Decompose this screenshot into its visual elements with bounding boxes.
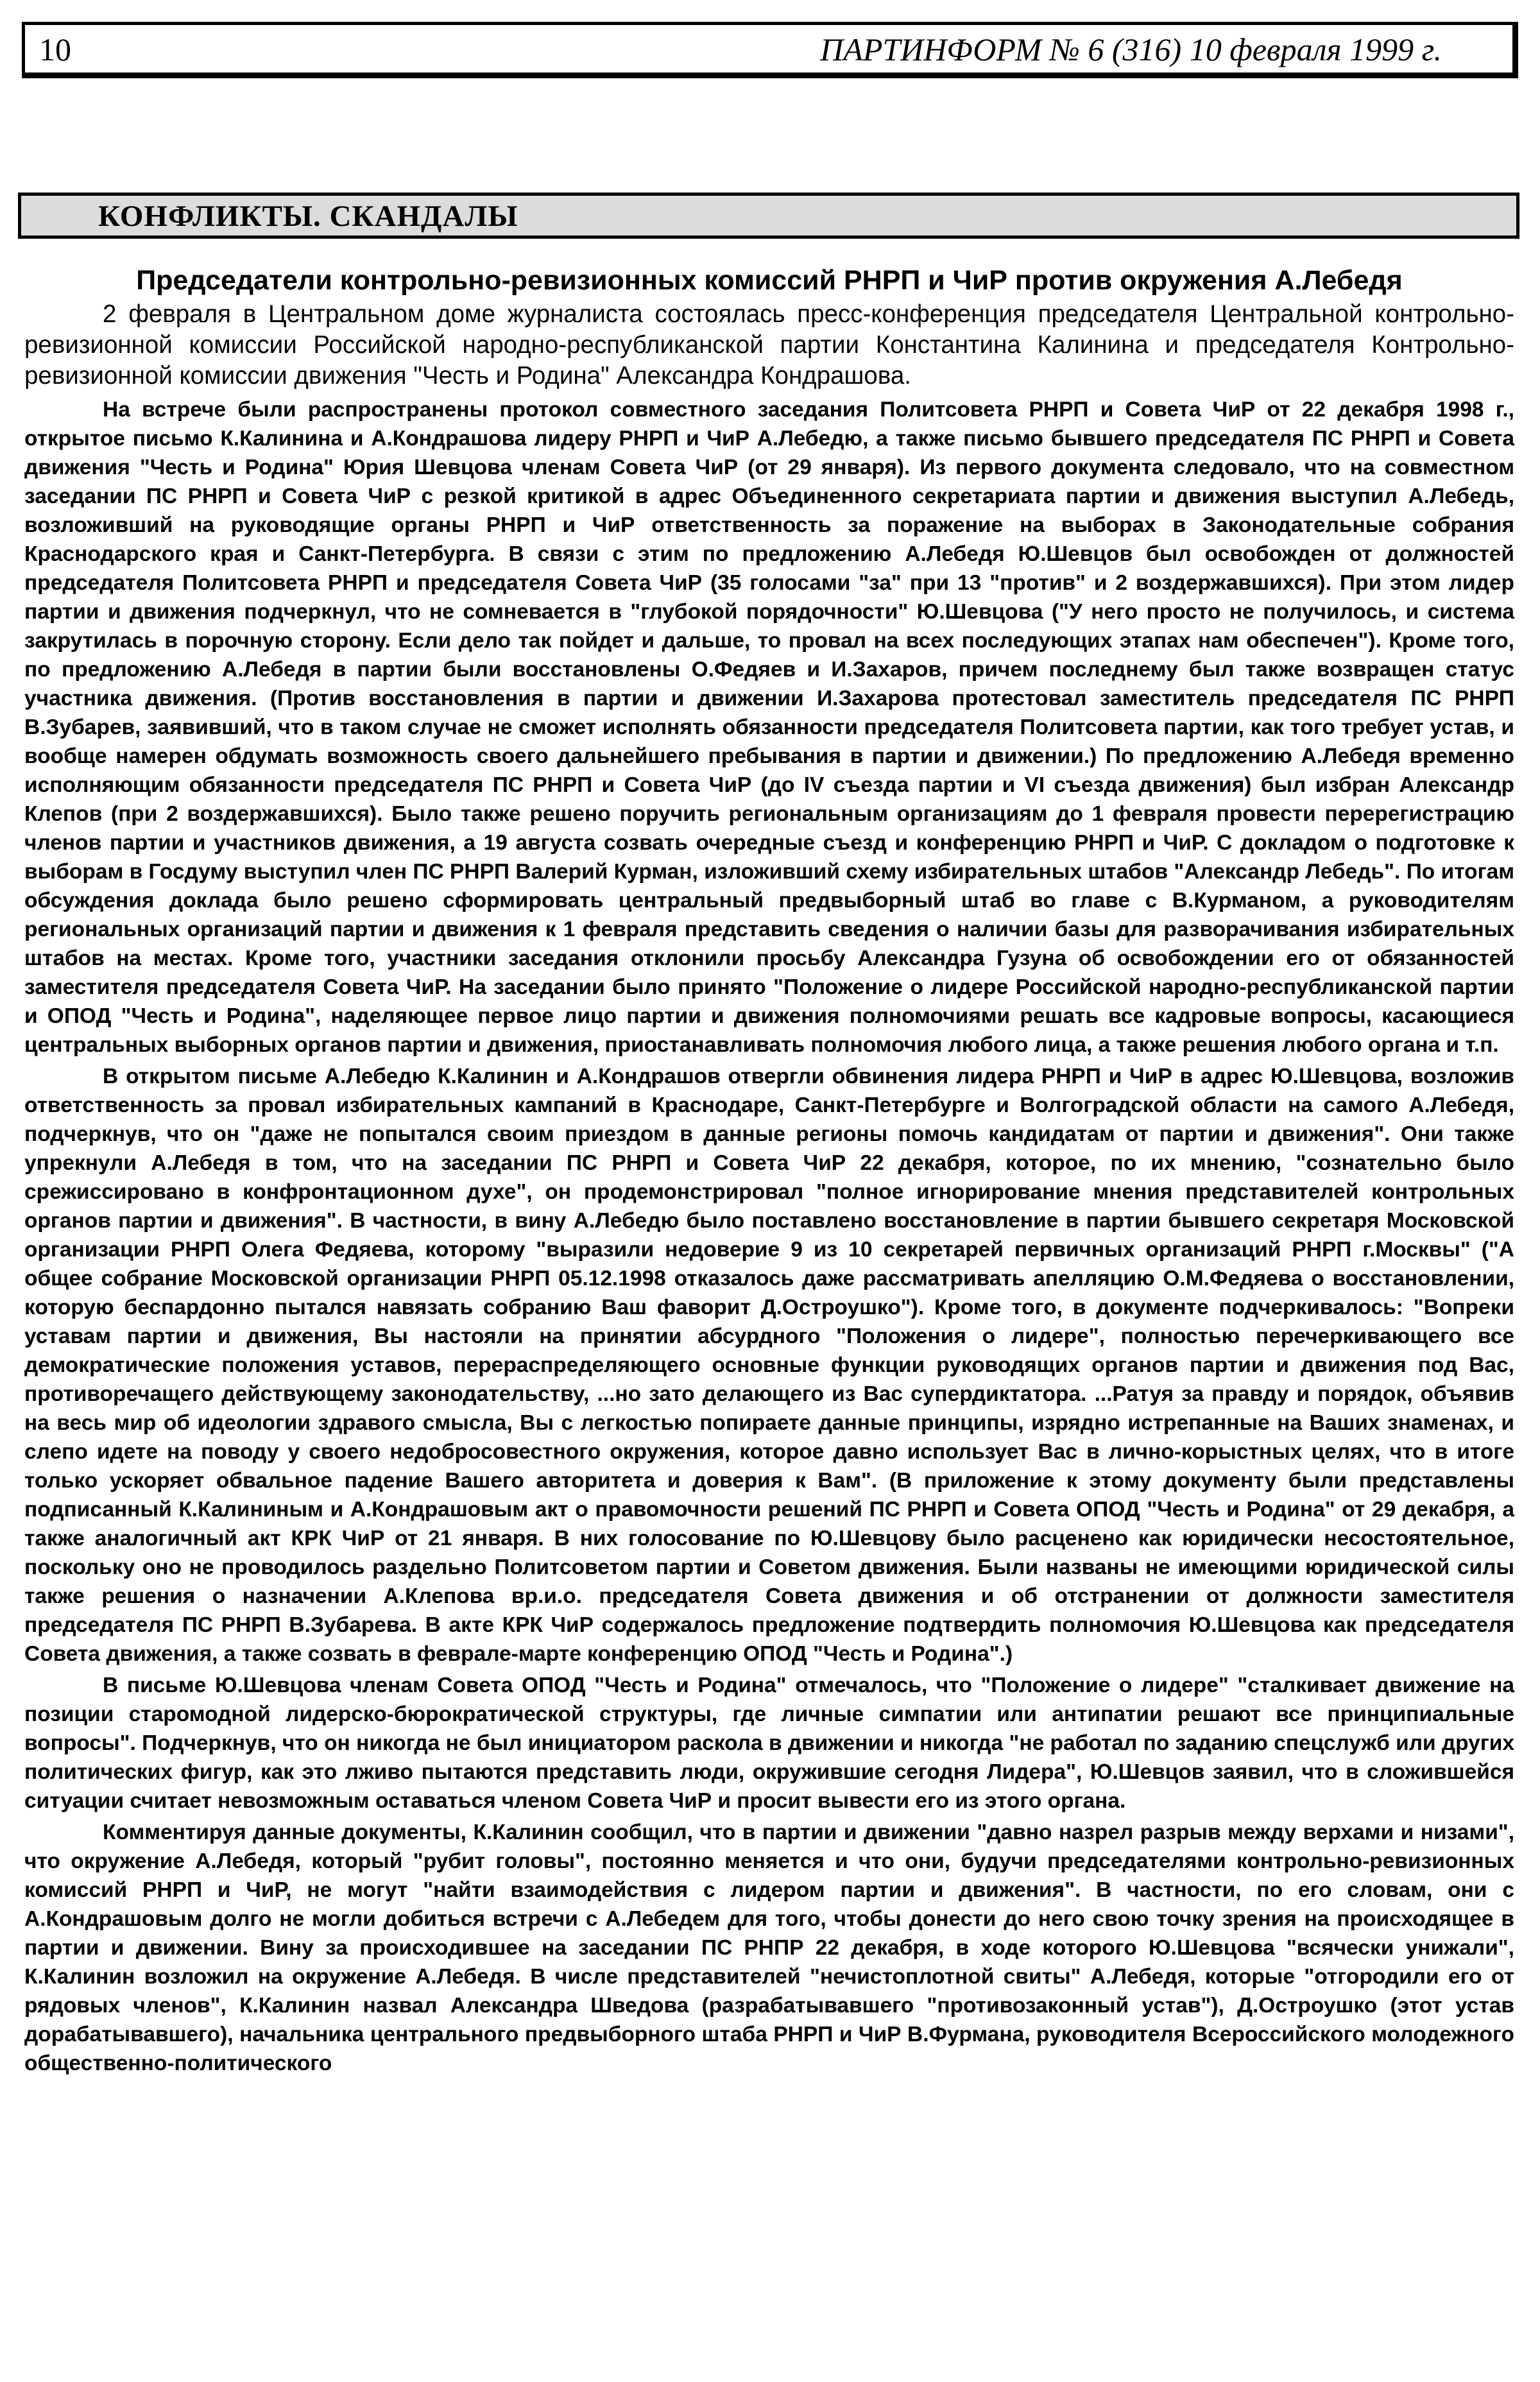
- issue-line: ПАРТИНФОРМ № 6 (316) 10 февраля 1999 г.: [820, 31, 1442, 67]
- article-paragraph: В письме Ю.Шевцова членам Совета ОПОД "Честь и Родина" отмечалось, что "Положение о лидере" "сталкивает движение на позиции старомодной лидерско-бюрократической структуры, где личные симпатии или антипатии решают все принципиальные вопросы". Подчеркнув, что он никогда не был инициатором раскола в движении и никогда "не работал по заданию спецслужб или других политических фигур, как это лживо пытаются представить люди, окружившие сегодня Лидера", Ю.Шевцов заявил, что в сложившейся ситуации считает невозможным оставаться членом Совета ЧиР и просит вывести его из этого органа.: [24, 1674, 1514, 1813]
- article-paragraph: Комментируя данные документы, К.Калинин сообщил, что в партии и движении "давно назрел разрыв между верхами и низами", что окружение А.Лебедя, который "рубит головы", постоянно меняется и что они, будучи председателями контрольно-ревизионных комиссий РНРП и ЧиР, не могут "найти взаимодействия с лидером партии и движения". В частности, по его словам, они с А.Кондрашовым долго не могли добиться встречи с А.Лебедем для того, чтобы донести до него свою точку зрения на происходящее в партии и движении. Вину за происходившее на заседании ПС РНПР 22 декабря, в ходе которого Ю.Шевцова "всячески унижали", К.Калинин возложил на окружение А.Лебедя. В числе представителей "нечистоплотной свиты" А.Лебедя, которые "отгородили его от рядовых членов", К.Калинин назвал Александра Шведова (разрабатывавшего "противозаконный устав"), Д.Остроушко (этот устав дорабатывавшего), начальника центрального предвыборного штаба РНРП и ЧиР В.Фурмана, руководителя Всероссийского молодежного общественно-политического: [24, 1821, 1514, 2075]
- article-paragraph: В открытом письме А.Лебедю К.Калинин и А.Кондрашов отвергли обвинения лидера РНРП и ЧиР в адрес Ю.Шевцова, возложив ответственность за провал избирательных кампаний в Краснодаре, Санкт-Петербурге и Волгоградской области на самого А.Лебедя, подчеркнув, что он "даже не попытался своим приездом в данные регионы помочь кандидатам от партии и движения". Они также упрекнули А.Лебедя в том, что на заседании ПС РНРП и Совета ЧиР 22 декабря, которое, по их мнению, "сознательно было срежиссировано в конфронтационном духе", он продемонстрировал "полное игнорирование мнения представителей контрольных органов партии и движения". В частности, в вину А.Лебедю было поставлено восстановление в партии бывшего секретаря Московской организации РНРП Олега Федяева, которому "выразили недоверие 9 из 10 секретарей первичных организаций РНРП г.Москвы" ("А общее собрание Московской организации РНРП 05.12.1998 отказалось даже рассматривать апелляцию О.М.Федяева о восстановлении, которую беспардонно пытался навязать собранию Ваш фаворит Д.Остроушко"). Кроме того, в документе подчеркивалось: "Вопреки уставам партии и движения, Вы настояли на принятии абсурдного "Положения о лидере", полностью перечеркивающего все демократические положения уставов, перераспределяющего основные функции руководящих органов партии и движения под Вас, противоречащего действующему законодательству, ...но зато делающего из Вас супердиктатора. ...Ратуя за правду и порядок, объявив на весь мир об идеологии здравого смысла, Вы с легкостью попираете данные принципы, изрядно истрепанные на Ваших знаменах, и слепо идете на поводу у своего недобросовестного окружения, которое давно использует Вас в лично-корыстных целях, что в итоге только ускоряет обвальное падение Вашего авторитета и доверия к Вам". (В приложение к этому документу были представлены подписанный К.Калининым и А.Кондрашовым акт о правомочности решений ПС РНРП и Совета ОПОД "Честь и Родина" от 29 декабря, а также аналогичный акт КРК ЧиР от 21 января. В них голосование по Ю.Шевцову было расценено как юридически несостоятельное, поскольку оно не проводилось раздельно Политсоветом партии и Советом движения. Были названы не имеющими юридической силы также решения о назначении А.Клепова вр.и.о. председателя Совета движения и об отстранении от должности заместителя председателя ПС РНРП В.Зубарева. В акте КРК ЧиР содержалось предложение подтвердить полномочия Ю.Шевцова как председателя Совета движения, а также созвать в феврале-марте конференцию ОПОД "Честь и Родина".): [24, 1065, 1514, 1666]
- page-header: [22, 22, 1518, 78]
- section-title: КОНФЛИКТЫ. СКАНДАЛЫ: [98, 200, 518, 233]
- section-banner: [18, 193, 1519, 239]
- article: [24, 263, 1514, 2080]
- article-headline: Председатели контрольно-ревизионных комиссий РНРП и ЧиР против окружения А.Лебедя: [136, 265, 1403, 296]
- page-number: 10: [39, 31, 71, 67]
- article-lead: 2 февраля в Центральном доме журналиста состоялась пресс-конференция председателя Центральной контрольно-ревизионной комиссии Российской народно-республиканской партии Константина Калинина и председателя Контрольно-ревизионной комиссии движения "Честь и Родина" Александра Кондрашова.: [24, 300, 1514, 390]
- article-paragraph: На встрече были распространены протокол совместного заседания Политсовета РНРП и Совета ЧиР от 22 декабря 1998 г., открытое письмо К.Калинина и А.Кондрашова лидеру РНРП и ЧиР А.Лебедю, а также письмо бывшего председателя ПС РНРП и Совета движения "Честь и Родина" Юрия Шевцова членам Совета ЧиР (от 29 января). Из первого документа следовало, что на совместном заседании ПС РНРП и Совета ЧиР с резкой критикой в адрес Объединенного секретариата партии и движения выступил А.Лебедь, возложивший на руководящие органы РНРП и ЧиР ответственность за поражение на выборах в Законодательные собрания Краснодарского края и Санкт-Петербурга. В связи с этим по предложению А.Лебедя Ю.Шевцов был освобожден от должностей председателя Политсовета РНРП и председателя Совета ЧиР (35 голосами "за" при 13 "против" и 2 воздержавшихся). При этом лидер партии и движения подчеркнул, что не сомневается в "глубокой порядочности" Ю.Шевцова ("У него просто не получилось, и система закрутилась в порочную сторону. Если дело так пойдет и дальше, то провал на всех последующих этапах нам обеспечен"). Кроме того, по предложению А.Лебедя в партии были восстановлены О.Федяев и И.Захаров, причем последнему был также возвращен статус участника движения. (Против восстановления в партии и движении И.Захарова протестовал заместитель председателя ПС РНРП В.Зубарев, заявивший, что в таком случае не сможет исполнять обязанности председателя Политсовета партии, как того требует устав, и вообще намерен обдумать возможность своего дальнейшего пребывания в партии и движении.) По предложению А.Лебедя временно исполняющим обязанности председателя ПС РНРП и Совета ЧиР (до IV съезда партии и VI съезда движения) был избран Александр Клепов (при 2 воздержавшихся). Было также решено поручить региональным организациям до 1 февраля провести перерегистрацию членов партии и участников движения, а 19 августа созвать очередные съезд и конференцию РНРП и ЧиР. С докладом о подготовке к выборам в Госдуму выступил член ПС РНРП Валерий Курман, изложивший схему избирательных штабов "Александр Лебедь". По итогам обсуждения доклада было решено сформировать центральный предвыборный штаб во главе с В.Курманом, а руководителям региональных организаций партии и движения к 1 февраля представить сведения о наличии базы для разворачивания избирательных штабов на местах. Кроме того, участники заседания отклонили просьбу Александра Гузуна об освобождении его от обязанностей заместителя председателя Совета ЧиР. На заседании было принято "Положение о лидере Российской народно-республиканской партии и ОПОД "Честь и Родина", наделяющее первое лицо партии и движения полномочиями решать все кадровые вопросы, касающиеся центральных выборных органов партии и движения, приостанавливать полномочия любого лица, а также решения любого органа и т.п.: [24, 398, 1514, 1057]
